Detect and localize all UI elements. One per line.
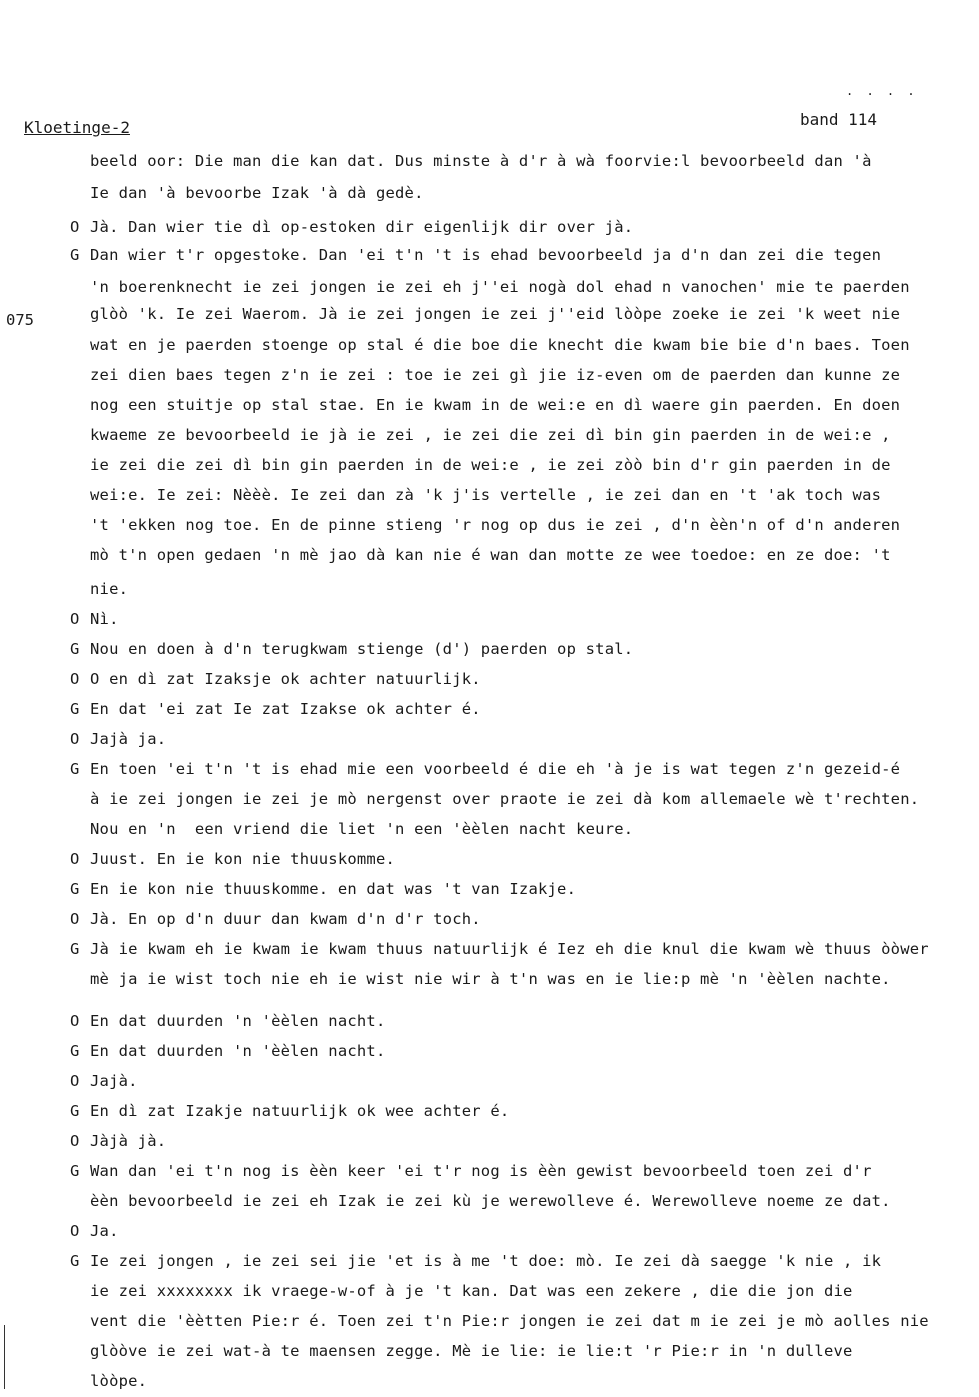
transcript-line: Jà ie kwam eh ie kwam ie kwam thuus natuurlijk é Iez eh die knul die kwam wè thuus òòwer	[90, 940, 929, 958]
speaker-label: O	[70, 610, 80, 628]
transcript-line: En dì zat Izakje natuurlijk ok wee achter é.	[90, 1102, 510, 1120]
transcript-line: Dan wier t'r opgestoke. Dan 'ei t'n 't is ehad bevoorbeeld ja d'n dan zei die tegen	[90, 246, 882, 264]
speaker-label: O	[70, 1222, 80, 1240]
transcript-line: vent die 'èètten Pie:r é. Toen zei t'n Pie:r jongen ie zei dat m ie zei je mò aolles nie	[90, 1312, 929, 1330]
transcript-line: ie zei xxxxxxxx ik vraege-w-of à je 't kan. Dat was een zekere , die die jon die	[90, 1282, 853, 1300]
margin-bar	[4, 1325, 5, 1389]
transcript-line: Jà. En op d'n duur dan kwam d'n d'r toch.	[90, 910, 481, 928]
transcript-line: 't 'ekken nog toe. En de pinne stieng 'r nog op dus ie zei , d'n èèn'n of d'n anderen	[90, 516, 901, 534]
transcript-line: Wan dan 'ei t'n nog is èèn keer 'ei t'r nog is èèn gewist bevoorbeeld toen zei d'r	[90, 1162, 872, 1180]
transcript-line: èèn bevoorbeeld ie zei eh Izak ie zei kù je werewolleve é. Werewolleve noeme ze dat.	[90, 1192, 891, 1210]
transcript-line: En dat duurden 'n 'èèlen nacht.	[90, 1012, 386, 1030]
transcript-line: En ie kon nie thuuskomme. en dat was 't van Izakje.	[90, 880, 577, 898]
transcript-line: wat en je paerden stoenge op stal é die boe die knecht die kwam bie bie d'n baes. Toen	[90, 336, 910, 354]
transcript-line: glòòve ie zei wat-à te maensen zegge. Mè ie lie: ie lie:t 'r Pie:r in 'n dulleve	[90, 1342, 853, 1360]
transcript-line: 'n boerenknecht ie zei jongen ie zei eh j''ei nogà dol ehad n vanochen' mie te paerden	[90, 278, 910, 296]
transcript-line: beeld oor: Die man die kan dat. Dus minste à d'r à wà foorvie:l bevoorbeeld dan 'à	[90, 152, 872, 170]
transcript-line: Jàjà jà.	[90, 1132, 167, 1150]
speaker-label: G	[70, 246, 80, 264]
speaker-label: G	[70, 1162, 80, 1180]
speaker-label: O	[70, 1132, 80, 1150]
transcript-line: Ja.	[90, 1222, 119, 1240]
speaker-label: G	[70, 760, 80, 778]
transcript-line: Jajà.	[90, 1072, 138, 1090]
speaker-label: O	[70, 218, 80, 236]
speaker-label: O	[70, 910, 80, 928]
speaker-label: G	[70, 1252, 80, 1270]
transcript-line: ie zei die zei dì bin gin paerden in de wei:e , ie zei zòò bin d'r gin paerden in de	[90, 456, 891, 474]
transcript-line: nog een stuitje op stal stae. En ie kwam in de wei:e en dì waere gin paerden. En doen	[90, 396, 901, 414]
header-dots: . . . .	[846, 84, 918, 98]
transcript-line: En toen 'ei t'n 't is ehad mie een voorbeeld é die eh 'à je is wat tegen z'n gezeid-é	[90, 760, 901, 778]
speaker-label: G	[70, 700, 80, 718]
speaker-label: G	[70, 940, 80, 958]
transcript-line: wei:e. Ie zei: Nèèè. Ie zei dan zà 'k j'is vertelle , ie zei dan en 't 'ak toch was	[90, 486, 882, 504]
transcript-line: zei dien baes tegen z'n ie zei : toe ie zei gì jie iz-even om de paerden dan kunne ze	[90, 366, 901, 384]
transcript-line: mè ja ie wist toch nie eh ie wist nie wir à t'n was en ie lie:p mè 'n 'èèlen nachte.	[90, 970, 891, 988]
transcript-line: Nou en doen à d'n terugkwam stienge (d') paerden op stal.	[90, 640, 634, 658]
transcript-line: Nou en 'n een vriend die liet 'n een 'èèlen nacht keure.	[90, 820, 634, 838]
transcript-line: Ie zei jongen , ie zei sei jie 'et is à me 't doe: mò. Ie zei dà saegge 'k nie , ik	[90, 1252, 882, 1270]
margin-line-number: 075	[6, 311, 34, 329]
speaker-label: G	[70, 1102, 80, 1120]
transcript-line: En dat 'ei zat Ie zat Izakse ok achter é.	[90, 700, 481, 718]
transcript-line: nie.	[90, 580, 129, 598]
speaker-label: G	[70, 880, 80, 898]
transcript-line: Ie dan 'à bevoorbe Izak 'à dà gedè.	[90, 184, 424, 202]
transcript-line: Jajà ja.	[90, 730, 167, 748]
transcript-line: O en dì zat Izaksje ok achter natuurlijk.	[90, 670, 481, 688]
transcript-line: mò t'n open gedaen 'n mè jao dà kan nie é wan dan motte ze wee toedoe: en ze doe: 't	[90, 546, 891, 564]
speaker-label: O	[70, 1072, 80, 1090]
speaker-label: O	[70, 670, 80, 688]
transcript-line: glòò 'k. Ie zei Waerom. Jà ie zei jongen ie zei j''eid lòòpe zoeke ie zei 'k weet nie	[90, 305, 901, 323]
speaker-label: O	[70, 730, 80, 748]
speaker-label: G	[70, 1042, 80, 1060]
transcript-line: Juust. En ie kon nie thuuskomme.	[90, 850, 396, 868]
transcript-line: Nì.	[90, 610, 119, 628]
speaker-label: O	[70, 850, 80, 868]
speaker-label: G	[70, 640, 80, 658]
transcript-line: kwaeme ze bevoorbeeld ie jà ie zei , ie zei die zei dì bin gin paerden in de wei:e ,	[90, 426, 891, 444]
transcript-line: Jà. Dan wier tie dì op-estoken dir eigenlijk dir over jà.	[90, 218, 634, 236]
transcript-line: En dat duurden 'n 'èèlen nacht.	[90, 1042, 386, 1060]
tape-number: band 114	[800, 110, 878, 129]
transcript-line: lòòpe.	[90, 1372, 148, 1390]
transcript-line: à ie zei jongen ie zei je mò nergenst over praote ie zei dà kom allemaele wè t'rechten.	[90, 790, 920, 808]
document-title: Kloetinge-2	[24, 118, 130, 137]
speaker-label: O	[70, 1012, 80, 1030]
